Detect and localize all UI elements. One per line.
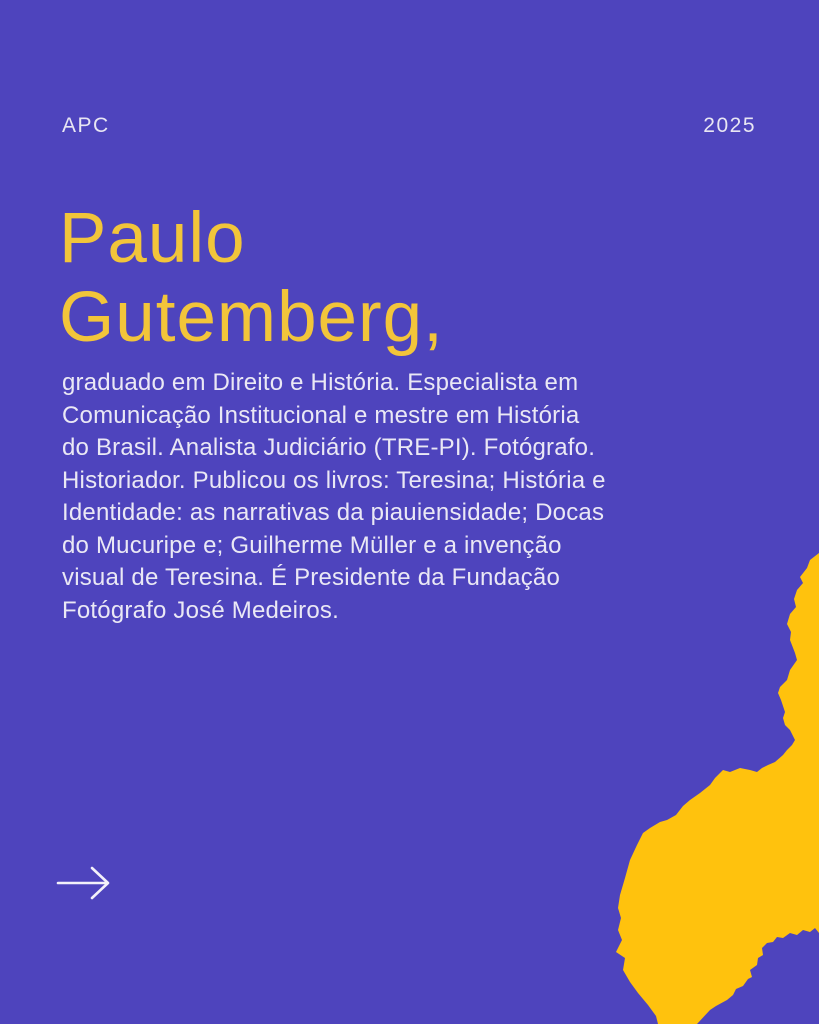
bio-line: graduado em Direito e História. Especialista em xyxy=(62,369,579,396)
bio-line: visual de Teresina. É Presidente da Fundação xyxy=(62,564,560,591)
bio-line: Fotógrafo José Medeiros. xyxy=(62,596,339,624)
bio-text xyxy=(62,367,606,627)
year-label: 2025 xyxy=(703,114,756,137)
arrow-right-icon xyxy=(56,866,112,900)
brand-label: APC xyxy=(62,114,110,137)
title-line-1: Paulo xyxy=(59,199,246,278)
page-title xyxy=(59,199,444,357)
bio-line: do Brasil. Analista Judiciário (TRE-PI). Fotógrafo. xyxy=(62,434,596,461)
piaui-map-silhouette xyxy=(553,553,819,1024)
title-line-2: Gutemberg, xyxy=(59,278,444,357)
header-bar xyxy=(62,114,756,138)
bio-line: do Mucuripe e; Guilherme Müller e a invenção xyxy=(62,531,562,559)
next-arrow-button[interactable] xyxy=(56,866,112,900)
bio-line: Comunicação Institucional e mestre em História xyxy=(62,401,580,429)
map-shape xyxy=(616,553,819,1024)
bio-line: Historiador. Publicou os livros: Teresina; História e xyxy=(62,466,606,494)
bio-line: Identidade: as narrativas da piauiensidade; Docas xyxy=(62,499,605,526)
